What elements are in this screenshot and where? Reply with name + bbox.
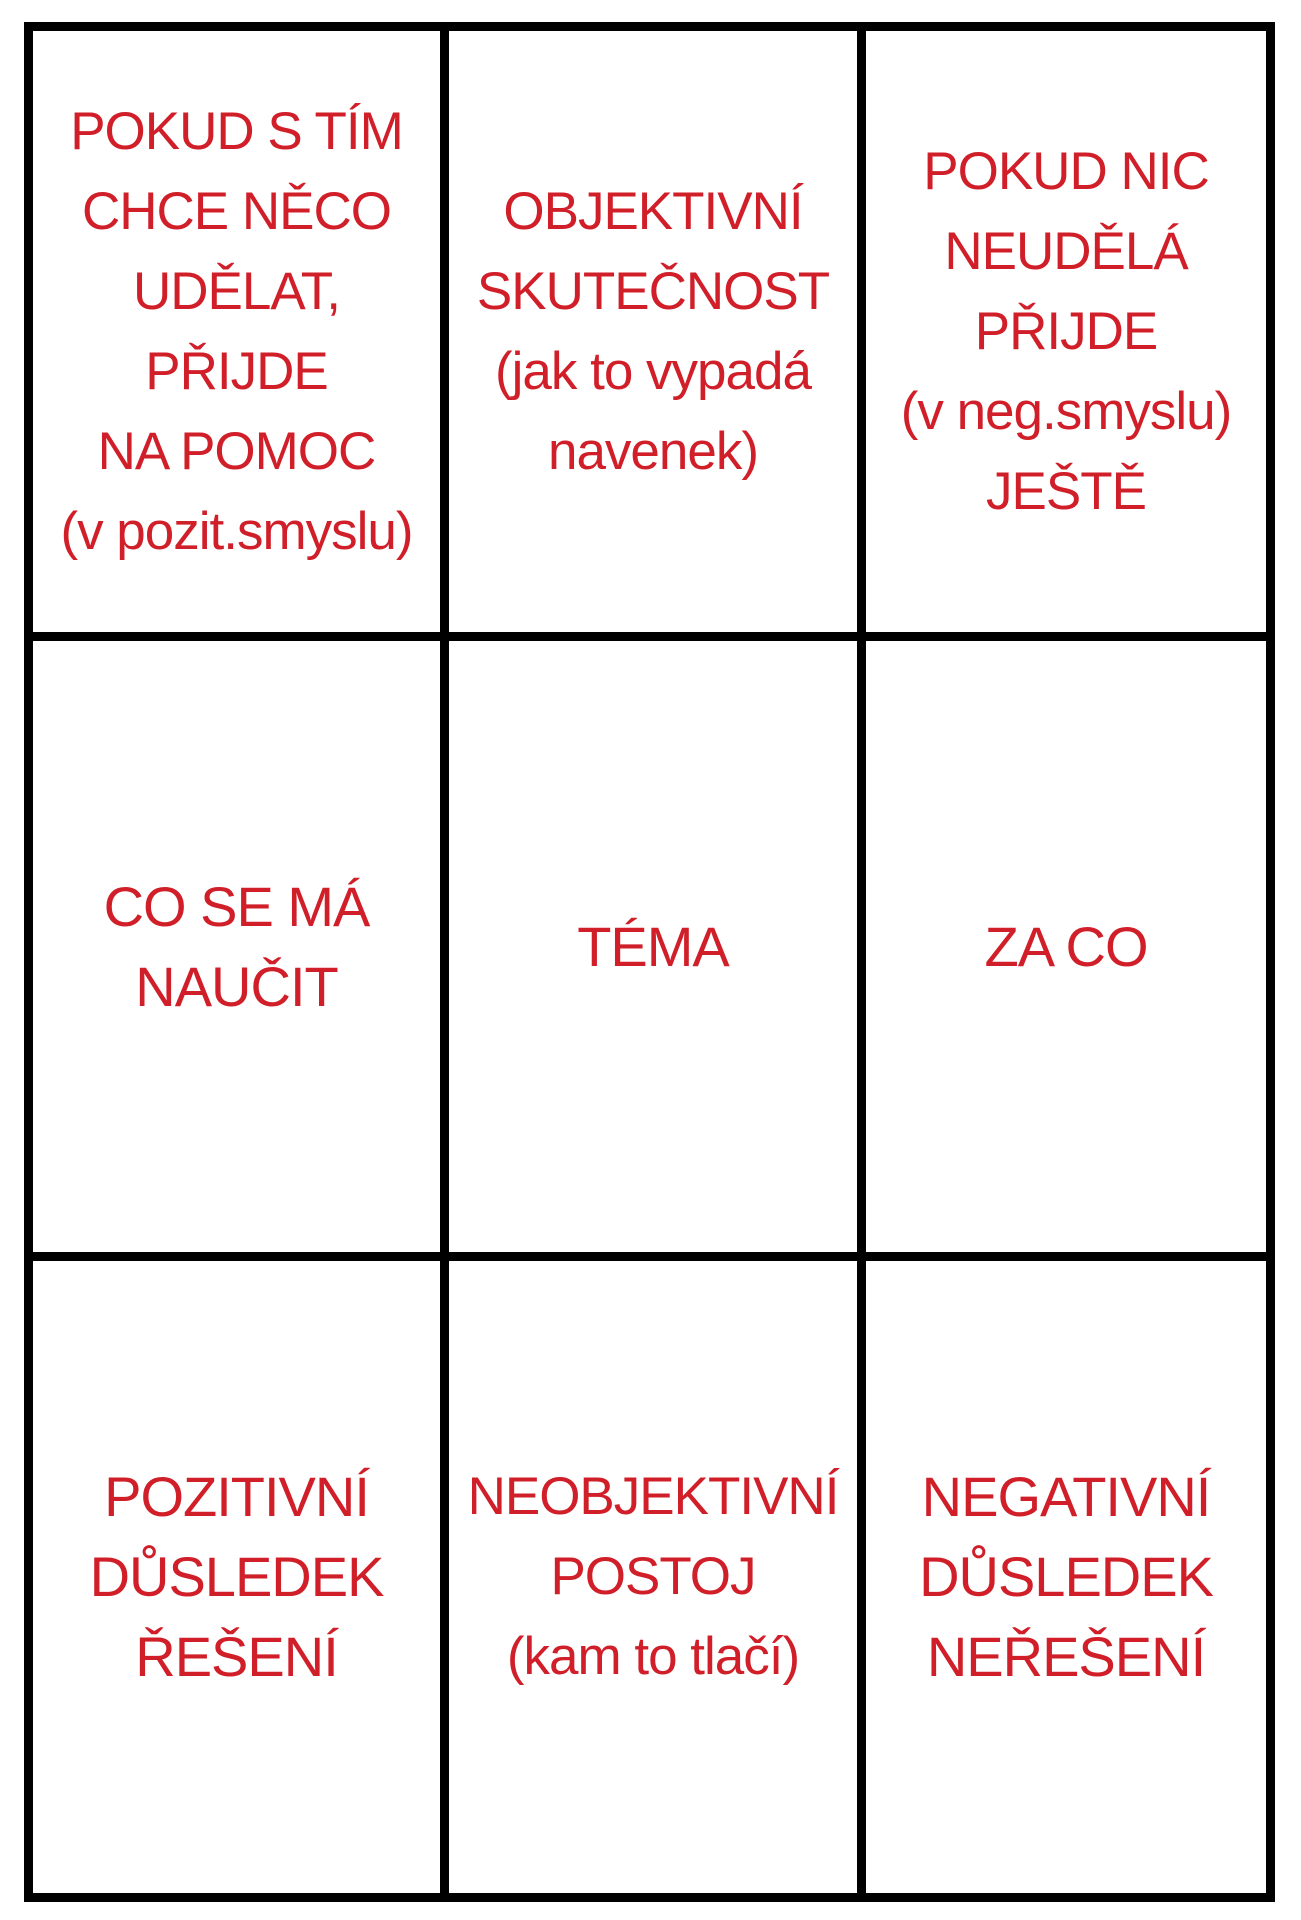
cell-bottom-center-text: NEOBJEKTIVNÍ POSTOJ (kam to tlačí) [467, 1467, 839, 1686]
cell-top-left-text: POKUD S TÍM CHCE NĚCO UDĚLAT, PŘIJDE NA POMOC (v pozit.smyslu) [60, 101, 413, 561]
cell-middle-left-text: CO SE MÁ NAUČIT [103, 874, 370, 1018]
cell-top-right-text: POKUD NIC NEUDĚLÁ PŘIJDE (v neg.smyslu) JEŠTĚ [900, 141, 1232, 521]
cell-middle-right-text: ZA CO [984, 914, 1148, 978]
cell-top-center [449, 31, 866, 641]
cell-middle-left [33, 641, 449, 1261]
cell-top-center-text: OBJEKTIVNÍ SKUTEČNOST (jak to vypadá navenek) [476, 181, 830, 481]
cell-center-text: TÉMA [577, 914, 729, 978]
cell-middle-right [866, 641, 1266, 1261]
cell-center [449, 641, 866, 1261]
cell-bottom-left-text: POZITIVNÍ DŮSLEDEK ŘEŠENÍ [89, 1465, 384, 1688]
cell-bottom-center [449, 1261, 866, 1893]
cell-bottom-left [33, 1261, 449, 1893]
cell-bottom-right-text: NEGATIVNÍ DŮSLEDEK NEŘEŠENÍ [919, 1465, 1213, 1688]
cell-top-left [33, 31, 449, 641]
cell-top-right [866, 31, 1266, 641]
nine-box-grid [24, 22, 1275, 1902]
cell-bottom-right [866, 1261, 1266, 1893]
